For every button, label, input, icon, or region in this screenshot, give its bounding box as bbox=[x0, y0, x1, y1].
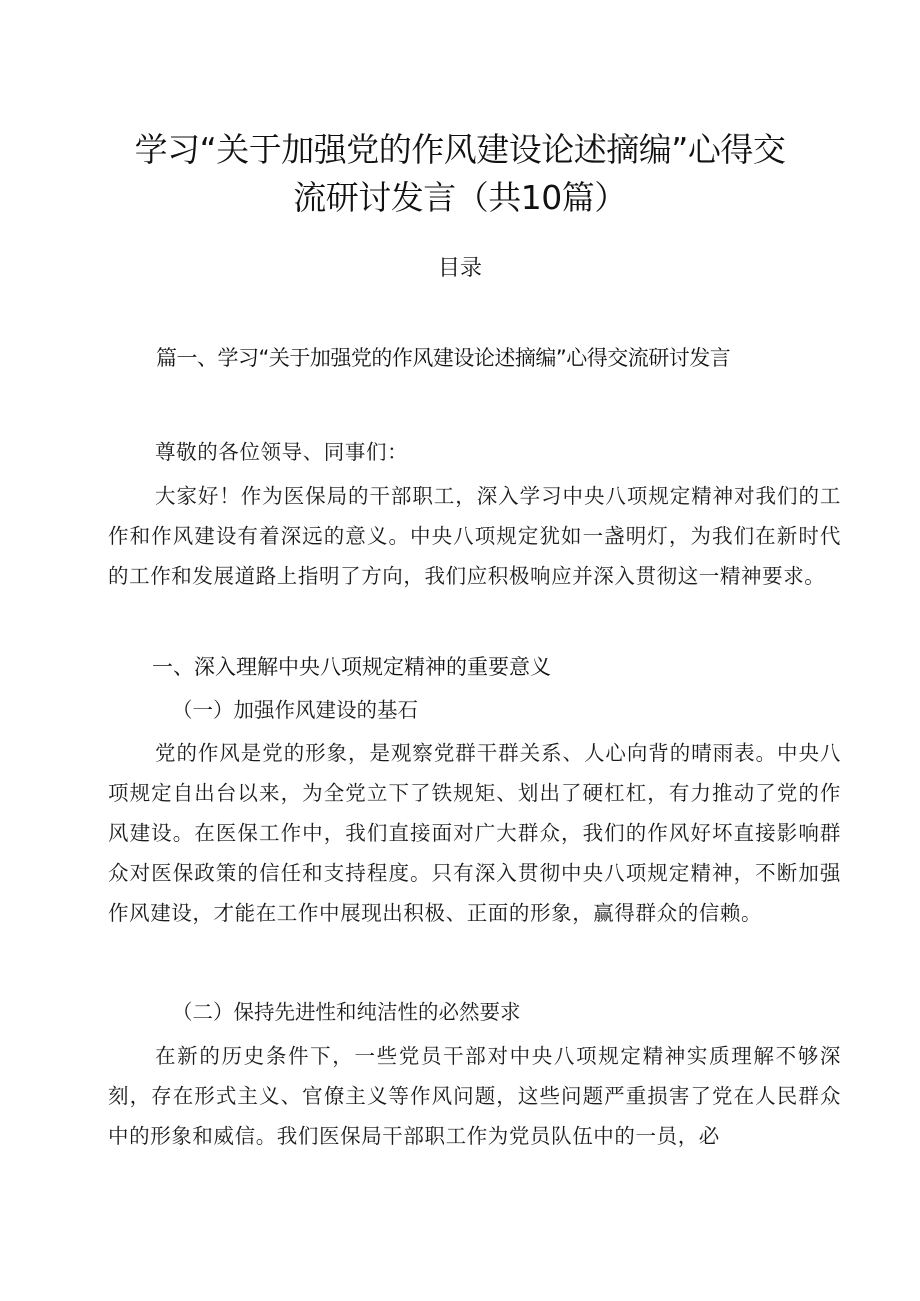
salutation: 尊敬的各位领导、同事们： bbox=[155, 440, 409, 464]
intro-paragraph: 大家好！作为医保局的干部职工，深入学习中央八项规定精神对我们的工作和作风建设有着深远的意义。中央八项规定犹如一盏明灯，为我们在新时代的工作和发展道路上指明了方向，我们应积极响应并深入贯彻这一精神要求。 bbox=[108, 484, 841, 588]
sub1-paragraph: 党的作风是党的形象，是观察党群干群关系、人心向背的晴雨表。中央八项规定自出台以来，为全党立下了铁规矩、划出了硬杠杠，有力推动了党的作风建设。在医保工作中，我们直接面对广大群众，我们的作风好坏直接影响群众对医保政策的信任和支持程度。只有深入贯彻中央八项规定精神，不断加强作风建设，才能在工作中展现出积极、正面的形象，赢得群众的信赖。 bbox=[108, 741, 841, 925]
sub2-paragraph: 在新的历史条件下，一些党员干部对中央八项规定精神实质理解不够深刻，存在形式主义、官僚主义等作风问题，这些问题严重损害了党在人民群众中的形象和威信。我们医保局干部职工作为党员队伍中的一员，必 bbox=[108, 1044, 841, 1148]
sub1-heading: （一）加强作风建设的基石 bbox=[172, 698, 418, 722]
toc-heading: 目录 bbox=[437, 256, 482, 281]
section1-heading: 一、深入理解中央八项规定精神的重要意义 bbox=[152, 655, 551, 679]
sub2-heading: （二）保持先进性和纯洁性的必然要求 bbox=[172, 1000, 521, 1024]
toc-item[interactable]: 篇一、学习“关于加强党的作风建设论述摘编”心得交流研讨发言 bbox=[156, 346, 731, 370]
document-title-line1: 学习“关于加强党的作风建设论述摘编”心得交 bbox=[134, 130, 786, 169]
document-title-line2: 流研讨发言（共10篇） bbox=[293, 178, 627, 217]
